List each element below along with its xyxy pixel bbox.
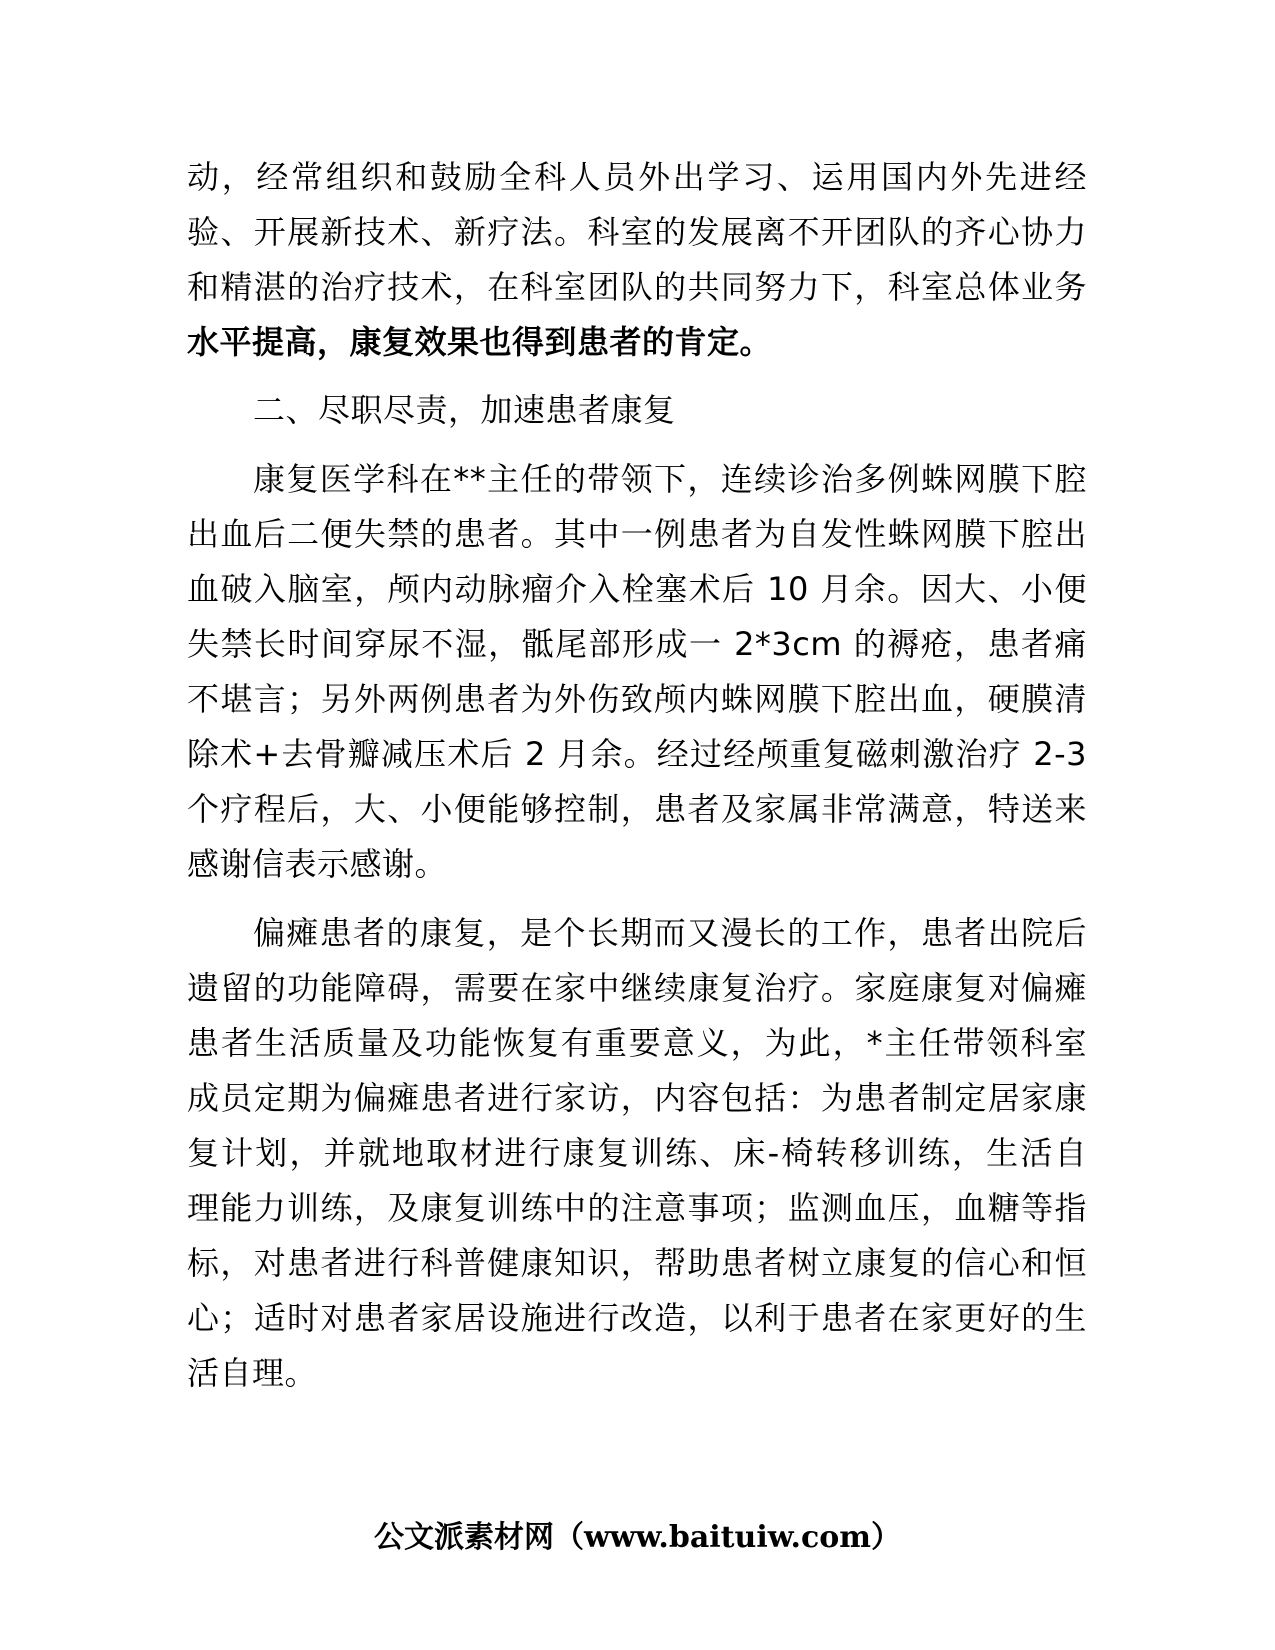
paragraph-line: 心；适时对患者家居设施进行改造，以利于患者在家更好的生	[187, 1299, 1087, 1337]
paragraph-line: 失禁长时间穿尿不湿，骶尾部形成一 2*3cm 的褥疮，患者痛	[187, 625, 1087, 663]
paragraph-line: 水平提高，康复效果也得到患者的肯定。	[187, 323, 773, 361]
section-heading: 二、尽职尽责，加速患者康复	[253, 391, 676, 429]
footer-source: 公文派素材网（www.baituiw.com）	[373, 1520, 902, 1555]
paragraph-line: 遗留的功能障碍，需要在家中继续康复治疗。家庭康复对偏瘫	[187, 969, 1087, 1007]
paragraph-line: 出血后二便失禁的患者。其中一例患者为自发性蛛网膜下腔出	[187, 515, 1087, 553]
paragraph-line: 标，对患者进行科普健康知识，帮助患者树立康复的信心和恒	[187, 1244, 1087, 1282]
paragraph-line: 成员定期为偏瘫患者进行家访，内容包括：为患者制定居家康	[187, 1079, 1087, 1117]
paragraph-line: 康复医学科在**主任的带领下，连续诊治多例蛛网膜下腔	[253, 460, 1087, 498]
paragraph-line: 动，经常组织和鼓励全科人员外出学习、运用国内外先进经	[187, 158, 1087, 196]
paragraph-line: 患者生活质量及功能恢复有重要意义，为此，*主任带领科室	[187, 1024, 1087, 1062]
paragraph-line: 理能力训练，及康复训练中的注意事项；监测血压，血糖等指	[187, 1189, 1087, 1227]
paragraph-line: 验、开展新技术、新疗法。科室的发展离不开团队的齐心协力	[187, 213, 1087, 251]
paragraph-line: 和精湛的治疗技术，在科室团队的共同努力下，科室总体业务	[187, 268, 1087, 306]
paragraph-line: 活自理。	[187, 1354, 318, 1392]
paragraph-line: 血破入脑室，颅内动脉瘤介入栓塞术后 10 月余。因大、小便	[187, 570, 1087, 608]
paragraph-line: 偏瘫患者的康复，是个长期而又漫长的工作，患者出院后	[253, 914, 1087, 952]
paragraph-line: 不堪言；另外两例患者为外伤致颅内蛛网膜下腔出血，硬膜清	[187, 680, 1087, 718]
paragraph-line: 复计划，并就地取材进行康复训练、床-椅转移训练，生活自	[187, 1134, 1087, 1172]
paragraph-line: 感谢信表示感谢。	[187, 845, 448, 883]
paragraph-line: 个疗程后，大、小便能够控制，患者及家属非常满意，特送来	[187, 790, 1087, 828]
paragraph-line: 除术+去骨瓣减压术后 2 月余。经过经颅重复磁刺激治疗 2-3	[187, 735, 1087, 773]
